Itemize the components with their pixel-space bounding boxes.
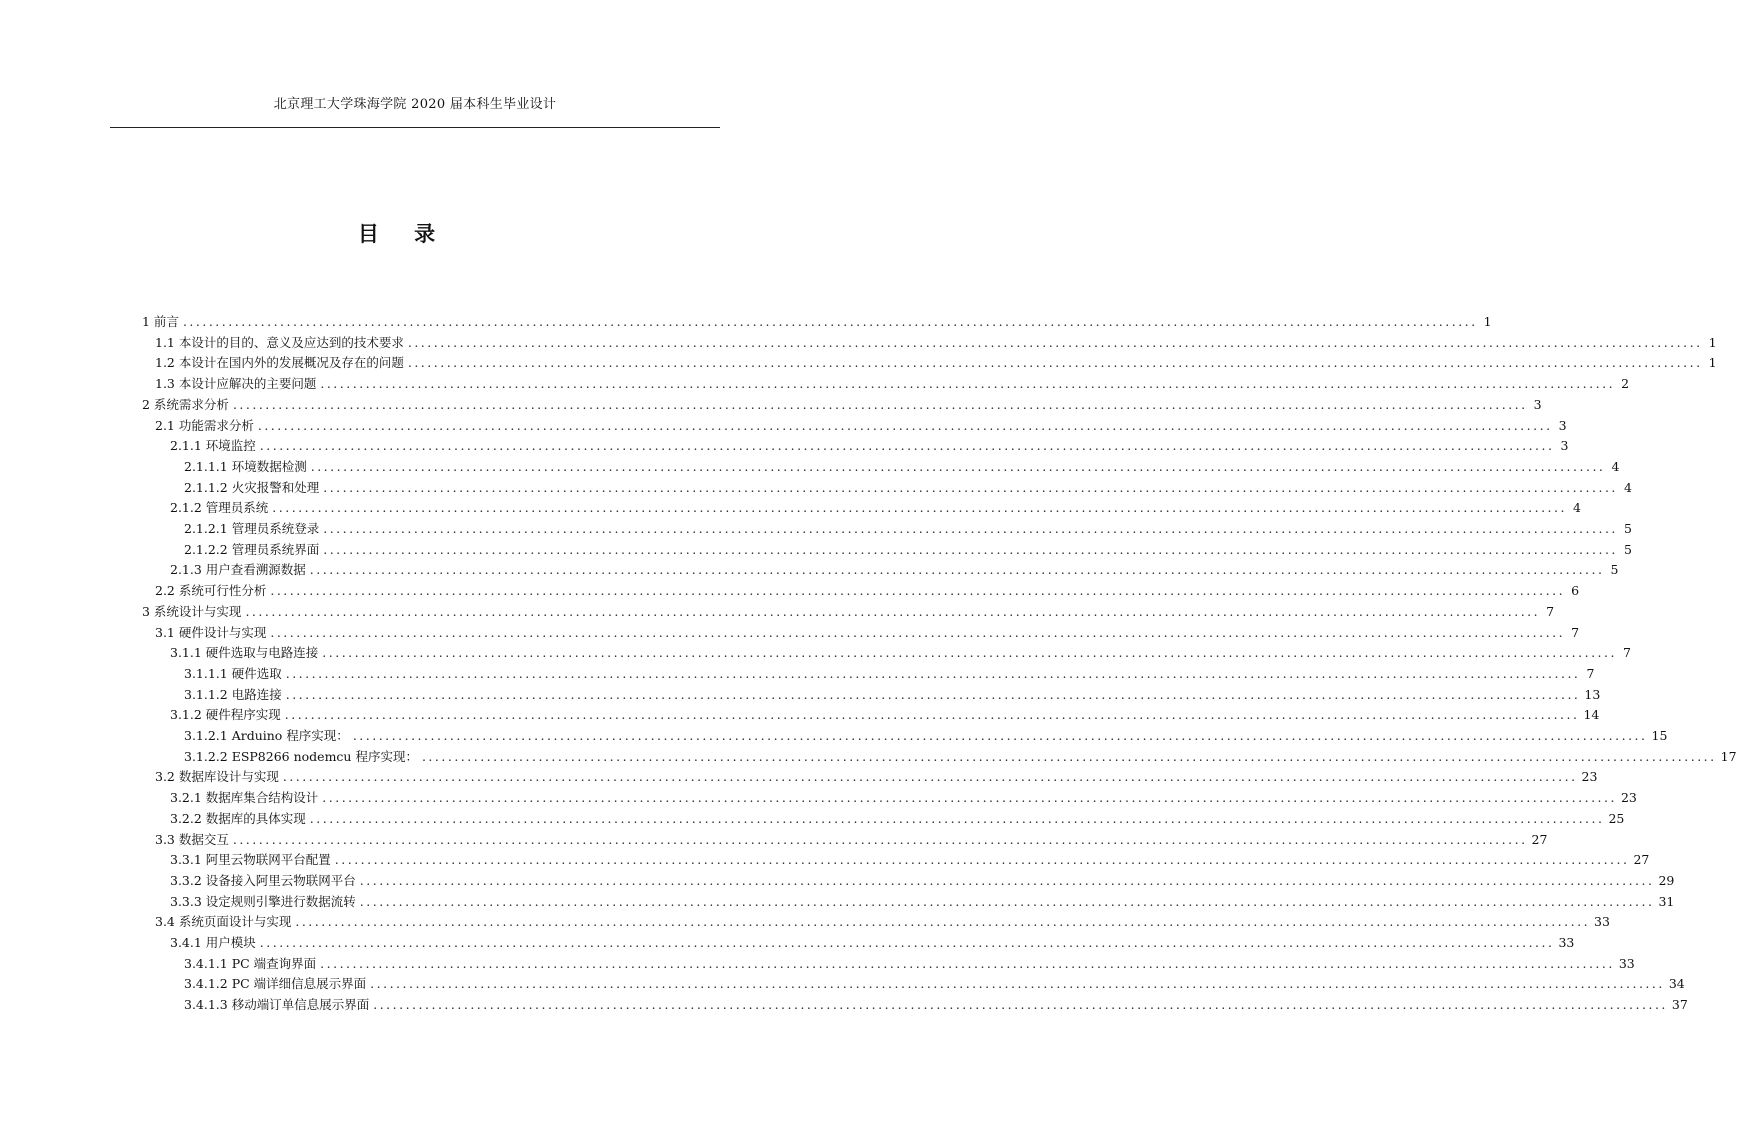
toc-dot-leader: ........................................................................................................................................................................................................ <box>257 417 1553 433</box>
toc-entry-label: 2.1.2.2 管理员系统界面 <box>184 541 320 557</box>
toc-entry-page: 17 <box>1720 748 1737 764</box>
toc-entry[interactable] <box>170 788 1637 808</box>
toc-entry-page: 3 <box>1533 396 1542 412</box>
toc-dot-leader: ........................................................................................................................................................................................................ <box>272 500 1567 516</box>
toc-dot-leader: ........................................................................................................................................................................................................ <box>285 686 1581 702</box>
toc-dot-leader: ........................................................................................................................................................................................................ <box>309 562 1605 578</box>
toc-entry[interactable] <box>170 643 1631 663</box>
toc-entry[interactable] <box>170 436 1569 456</box>
toc-dot-leader: ........................................................................................................................................................................................................ <box>323 521 1618 536</box>
toc-entry[interactable] <box>155 374 1630 394</box>
toc-entry[interactable] <box>155 416 1567 436</box>
toc-entry-page: 33 <box>1594 914 1610 930</box>
toc-entry-label: 2.2 系统可行性分析 <box>155 583 267 599</box>
toc-entry[interactable] <box>155 353 1717 373</box>
toc-dot-leader: ........................................................................................................................................................................................................ <box>232 831 1528 847</box>
toc-entry-label: 3.1.1 硬件选取与电路连接 <box>170 645 319 661</box>
toc-entry-label: 1.1 本设计的目的、意义及应达到的技术要求 <box>155 334 404 350</box>
toc-entry-label: 2.1.2.1 管理员系统登录 <box>184 521 320 536</box>
toc-entry-page: 7 <box>1571 624 1580 640</box>
toc-entry[interactable] <box>184 540 1632 560</box>
toc-entry-label: 2.1.3 用户查看溯源数据 <box>170 562 306 578</box>
toc-entry[interactable] <box>170 892 1675 912</box>
toc-entry[interactable] <box>184 995 1688 1015</box>
toc-entry[interactable] <box>170 498 1581 518</box>
toc-entry-label: 3.3 数据交互 <box>155 831 229 847</box>
toc-dot-leader: ........................................................................................................................................................................................................ <box>285 665 1581 681</box>
toc-entry-label: 3.1.1.1 硬件选取 <box>184 665 282 681</box>
toc-dot-leader: ........................................................................................................................................................................................................ <box>421 748 1717 764</box>
toc-entry[interactable] <box>184 478 1632 498</box>
toc-dot-leader: ........................................................................................................................................................................................................ <box>407 355 1703 371</box>
toc-entry-label: 2.1.1 环境监控 <box>170 438 256 454</box>
toc-entry[interactable] <box>155 912 1610 932</box>
toc-entry-label: 3 系统设计与实现 <box>142 603 242 619</box>
toc-entry-label: 3.4.1 用户模块 <box>170 935 256 950</box>
toc-entry[interactable] <box>184 457 1620 477</box>
toc-entry-page: 29 <box>1658 872 1675 888</box>
toc-entry[interactable] <box>184 747 1737 767</box>
toc-dot-leader: ........................................................................................................................................................................................................ <box>323 541 1618 557</box>
toc-dot-leader: ........................................................................................................................................................................................................ <box>407 334 1703 350</box>
toc-entry-label: 3.2.2 数据库的具体实现 <box>170 810 306 826</box>
toc-entry-page: 7 <box>1586 665 1595 681</box>
toc-dot-leader: ........................................................................................................................................................................................................ <box>322 645 1617 661</box>
toc-entry[interactable] <box>184 954 1635 974</box>
toc-dot-leader: ........................................................................................................................................................................................................ <box>322 790 1617 806</box>
toc-entry-page: 27 <box>1633 852 1650 868</box>
toc-entry-label: 2.1 功能需求分析 <box>155 417 254 433</box>
toc-entry-page: 1 <box>1708 334 1717 350</box>
toc-dot-leader: ........................................................................................................................................................................................................ <box>359 872 1655 888</box>
toc-entry[interactable] <box>170 705 1600 725</box>
toc-entry-label: 1 前言 <box>142 314 179 329</box>
toc-dot-leader: ........................................................................................................................................................................................................ <box>259 438 1555 454</box>
toc-entry-page: 3 <box>1560 438 1569 454</box>
toc-dot-leader: ........................................................................................................................................................................................................ <box>373 997 1668 1013</box>
toc-entry[interactable] <box>170 871 1675 891</box>
toc-dot-leader: ........................................................................................................................................................................................................ <box>320 955 1615 971</box>
toc-entry-page: 1 <box>1708 355 1717 371</box>
toc-entry-label: 3.2.1 数据库集合结构设计 <box>170 790 319 806</box>
toc-entry-page: 7 <box>1546 603 1555 619</box>
toc-entry-page: 4 <box>1623 479 1632 495</box>
toc-entry-label: 2.1.2 管理员系统 <box>170 500 269 516</box>
toc-entry[interactable] <box>184 685 1601 705</box>
toc-entry-page: 25 <box>1608 810 1625 826</box>
toc-dot-leader: ........................................................................................................................................................................................................ <box>182 314 1478 329</box>
toc-dot-leader: ........................................................................................................................................................................................................ <box>320 376 1616 392</box>
toc-entry[interactable] <box>155 581 1580 601</box>
toc-entry[interactable] <box>155 623 1580 643</box>
toc-entry[interactable] <box>142 602 1555 622</box>
toc-entry-page: 6 <box>1571 583 1580 599</box>
toc-entry-page: 23 <box>1581 769 1598 785</box>
toc-entry-page: 31 <box>1658 893 1675 909</box>
toc-entry[interactable] <box>170 560 1619 580</box>
toc-entry-page: 15 <box>1651 728 1668 743</box>
toc-dot-leader: ........................................................................................................................................................................................................ <box>232 396 1528 412</box>
toc-entry[interactable] <box>142 312 1492 332</box>
toc-dot-leader: ........................................................................................................................................................................................................ <box>295 914 1591 930</box>
toc-entry-label: 1.2 本设计在国内外的发展概况及存在的问题 <box>155 355 404 371</box>
toc-entry-page: 33 <box>1618 955 1635 971</box>
toc-dot-leader: ........................................................................................................................................................................................................ <box>309 810 1605 826</box>
toc-entry[interactable] <box>184 974 1685 994</box>
toc-entry-label: 3.1.2.1 Arduino 程序实现： <box>184 728 349 743</box>
toc-entry-page: 4 <box>1573 500 1581 516</box>
toc-entry-label: 2.1.1.1 环境数据检测 <box>184 458 307 474</box>
toc-dot-leader: ........................................................................................................................................................................................................ <box>284 707 1580 723</box>
toc-dot-leader: ........................................................................................................................................................................................................ <box>370 976 1665 992</box>
toc-dot-leader: ........................................................................................................................................................................................................ <box>259 935 1555 950</box>
toc-entry[interactable] <box>184 664 1595 684</box>
toc-entry-label: 3.4.1.1 PC 端查询界面 <box>184 955 317 971</box>
toc-entry-page: 34 <box>1668 976 1685 992</box>
toc-entry-label: 3.3.3 设定规则引擎进行数据流转 <box>170 893 356 909</box>
toc-dot-leader: ........................................................................................................................................................................................................ <box>359 893 1655 909</box>
toc-dot-leader: ........................................................................................................................................................................................................ <box>282 769 1578 785</box>
toc-entry[interactable] <box>170 933 1575 953</box>
page-title: 目 录 <box>357 221 450 246</box>
toc-entry-label: 3.4.1.3 移动端订单信息展示界面 <box>184 997 370 1013</box>
toc-entry-label: 2.1.1.2 火灾报警和处理 <box>184 479 320 495</box>
toc-entry-label: 3.1.2.2 ESP8266 nodemcu 程序实现： <box>184 748 418 764</box>
toc-entry-page: 13 <box>1584 686 1601 702</box>
toc-entry-label: 2 系统需求分析 <box>142 396 229 412</box>
toc-entry[interactable] <box>155 333 1717 353</box>
toc-entry-page: 14 <box>1583 707 1600 723</box>
toc-entry[interactable] <box>184 519 1632 539</box>
toc-dot-leader: ........................................................................................................................................................................................................ <box>323 479 1618 495</box>
toc-entry-label: 3.1 硬件设计与实现 <box>155 624 267 640</box>
toc-entry-label: 3.3.2 设备接入阿里云物联网平台 <box>170 872 356 888</box>
toc-entry-page: 2 <box>1621 376 1630 392</box>
toc-entry[interactable] <box>184 726 1668 746</box>
toc-entry-label: 3.1.2 硬件程序实现 <box>170 707 281 723</box>
toc-entry[interactable] <box>142 395 1542 415</box>
toc-dot-leader: ........................................................................................................................................................................................................ <box>270 583 1566 599</box>
toc-entry-label: 3.4 系统页面设计与实现 <box>155 914 292 930</box>
toc-entry-page: 23 <box>1620 790 1637 806</box>
header-rule <box>110 127 720 128</box>
toc-entry-label: 3.4.1.2 PC 端详细信息展示界面 <box>184 976 367 992</box>
toc-entry[interactable] <box>170 809 1625 829</box>
toc-entry-page: 1 <box>1483 314 1492 329</box>
toc-entry[interactable] <box>155 767 1598 787</box>
toc-entry-page: 3 <box>1558 417 1567 433</box>
toc-entry-page: 4 <box>1611 458 1620 474</box>
toc-entry-label: 3.2 数据库设计与实现 <box>155 769 279 785</box>
toc-entry-page: 37 <box>1671 997 1688 1013</box>
toc-entry[interactable] <box>170 850 1650 870</box>
toc-entry-page: 33 <box>1558 935 1575 950</box>
toc-entry-page: 5 <box>1623 541 1632 557</box>
toc-entry-page: 5 <box>1610 562 1619 578</box>
toc-dot-leader: ........................................................................................................................................................................................................ <box>334 852 1630 868</box>
toc-entry-label: 3.1.1.2 电路连接 <box>184 686 282 702</box>
toc-entry-page: 27 <box>1531 831 1548 847</box>
toc-entry-page: 5 <box>1623 521 1632 536</box>
toc-dot-leader: ........................................................................................................................................................................................................ <box>310 458 1606 474</box>
toc-entry-label: 1.3 本设计应解决的主要问题 <box>155 376 317 392</box>
toc-entry-label: 3.3.1 阿里云物联网平台配置 <box>170 852 331 868</box>
toc-dot-leader: ........................................................................................................................................................................................................ <box>352 728 1648 743</box>
toc-entry-page: 7 <box>1623 645 1631 661</box>
running-header: 北京理工大学珠海学院 2020 届本科生毕业设计 <box>273 97 557 112</box>
toc-entry[interactable] <box>155 830 1548 850</box>
toc-dot-leader: ........................................................................................................................................................................................................ <box>270 624 1566 640</box>
toc-dot-leader: ........................................................................................................................................................................................................ <box>245 603 1541 619</box>
